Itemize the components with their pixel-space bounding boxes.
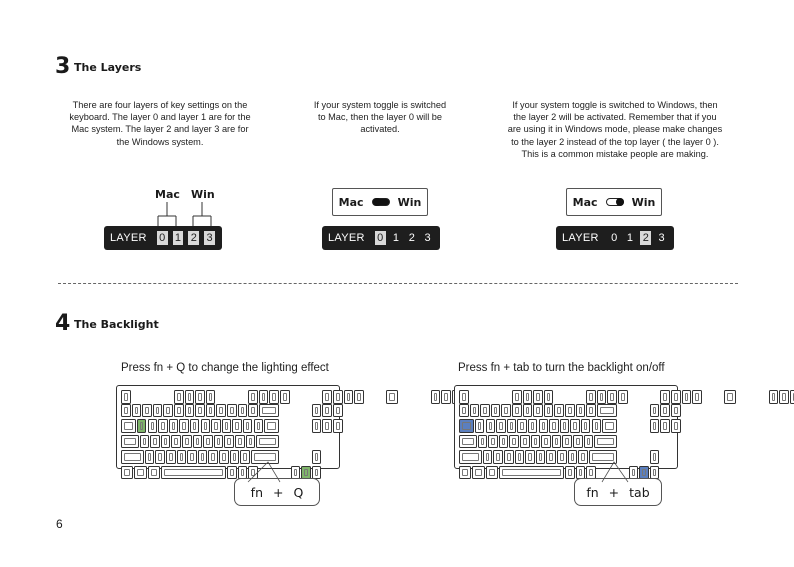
keycap [177,450,187,464]
keycap [496,419,506,433]
keycap [650,419,660,433]
combo-plus: + [608,484,620,500]
keycap [182,435,192,449]
text-line: are using it in Windows mode, please make changes [507,124,723,135]
keycap [509,435,519,449]
keycap [504,450,514,464]
keycap [531,435,541,449]
keycap [322,404,332,418]
keycap [499,435,509,449]
keycap [546,450,556,464]
keycap [539,419,549,433]
page-number: 6 [56,517,63,531]
keycap [174,404,184,418]
keycap [333,404,343,418]
keycap [185,390,195,404]
keycap [512,404,522,418]
keycap [493,450,503,464]
keycap [163,404,173,418]
combo-plus: + [273,484,284,500]
keycap [660,419,670,433]
keycap [322,390,332,404]
keycap [301,466,311,480]
key-combo-fn-q [234,478,320,506]
keycap [517,419,527,433]
keycap [155,450,165,464]
keycap [142,404,152,418]
keycap [259,404,279,418]
keycap [578,450,588,464]
keycap [501,404,511,418]
keycap [480,404,490,418]
paragraph-mac-toggle [290,99,470,136]
keycap [269,390,279,404]
keycap [544,404,554,418]
layer-digit: 2 [408,232,415,244]
keycap [671,404,681,418]
keycap [562,435,572,449]
keycap [248,404,258,418]
keycap [576,404,586,418]
keycap [607,390,617,404]
keycap [148,466,160,480]
keycap [137,419,147,433]
keycap [264,419,279,433]
keycap [158,419,168,433]
keycap [682,390,692,404]
keycap [692,390,702,404]
keycap [148,419,158,433]
text-line: There are four layers of key settings on the [72,100,248,110]
keycap [472,466,484,480]
layer-digit: 3 [658,232,665,244]
keycap [525,450,535,464]
keycap [541,435,551,449]
keycap [134,466,146,480]
keycap [312,450,322,464]
keycap [179,419,189,433]
keycap [121,419,136,433]
keycap [660,390,670,404]
keycap [185,404,195,418]
keycap [312,419,322,433]
keycap [520,435,530,449]
layer-digit: 2 [640,231,651,245]
keycap [560,419,570,433]
keycap [195,390,205,404]
keycap [533,404,543,418]
keycap [322,419,332,433]
layer-digit: 1 [173,231,184,245]
layer-digit: 0 [375,231,386,245]
keyboard-diagram-left [116,385,340,469]
keycap [354,390,364,404]
keycap [565,404,575,418]
keycap [552,435,562,449]
keycap [597,390,607,404]
keycap [441,390,451,404]
layer-bar-mac [322,226,440,250]
keycap [140,435,150,449]
keycap [483,450,493,464]
keycap [459,435,477,449]
keycap [790,390,794,404]
keycap [256,435,279,449]
keycap [431,390,441,404]
keycap [459,466,471,480]
keycap [150,435,160,449]
keycap [769,390,779,404]
text-line: activated. [360,124,400,135]
keycap [515,450,525,464]
keycap [312,466,322,480]
keycap [248,390,258,404]
paragraph-win-toggle [495,99,735,160]
keycap [201,419,211,433]
keycap [193,435,203,449]
keycap [208,450,218,464]
text-line: keyboard. The layer 0 and layer 1 are for the [69,112,251,123]
layer-digit: 0 [157,231,168,245]
keycap [243,419,253,433]
keycap [594,435,617,449]
keycap [724,390,736,404]
keycap [174,390,184,404]
keycap [528,419,538,433]
combo-key-tab: tab [629,484,650,500]
keycap [486,466,498,480]
text-line: Mac system. The layer 2 and layer 3 are for [71,124,249,135]
text-line: If your system toggle is switched [313,100,447,110]
keycap [512,390,522,404]
keycap [280,390,290,404]
keycap [544,390,554,404]
keycap [584,435,594,449]
keycap [459,404,469,418]
keycap [344,390,354,404]
keycap [121,404,131,418]
keycap [523,390,533,404]
keycap [475,419,485,433]
keycap [246,435,256,449]
keycap [586,390,596,404]
keycap [488,435,498,449]
keycap [216,404,226,418]
keycap [195,404,205,418]
keycap [166,450,176,464]
layer-bar-all [104,226,222,250]
keycap [459,419,474,433]
layer-digit: 3 [424,232,431,244]
combo-key-fn: fn [250,484,263,500]
keycap [491,404,501,418]
text-line: This is a common mistake people are making. [521,148,709,159]
text-line: to the layer 2 instead of the top layer ( the layer 0 ). [511,136,719,147]
keycap [187,450,197,464]
text-line: If your system toggle is switched to Windows, then [512,100,718,110]
keyboard-diagram-right [454,385,678,469]
layer-word: LAYER [328,232,365,244]
keycap [206,390,216,404]
toggle-switch-icon [372,198,390,206]
keycap [671,419,681,433]
keycap [660,404,670,418]
keycap [227,404,237,418]
keycap [121,435,139,449]
keycap [671,390,681,404]
keycap [259,390,269,404]
keycap [618,390,628,404]
combo-key-fn: fn [586,484,599,500]
keycap [333,390,343,404]
layer-digit: 1 [392,232,400,244]
keycap [779,390,789,404]
section-number: 4 [55,311,71,336]
keycap [161,435,171,449]
keycap [171,435,181,449]
keycap [576,466,586,480]
keycap [198,450,208,464]
keycap [230,450,240,464]
keycap [602,419,617,433]
key-combo-fn-tab [574,478,662,506]
keycap [312,404,322,418]
keycap [145,450,155,464]
keycap [190,419,200,433]
text-line: to Mac, then the layer 0 will be [317,112,443,123]
section-number: 3 [55,54,71,79]
toggle-switch-icon [606,198,624,206]
toggle-win-label: Win [631,195,656,209]
text-line: the layer 2 will be activated. Remember that if you [513,112,717,123]
caption-lighting-effect: Press fn + Q to change the lighting effect [121,362,329,374]
keycap [523,404,533,418]
keycap [224,435,234,449]
keycap [254,419,264,433]
keycap [121,466,133,480]
layer-word: LAYER [562,232,599,244]
keycap [222,419,232,433]
keycap [565,466,575,480]
keycap [592,419,602,433]
toggle-win-label: Win [397,195,422,209]
toggle-mac-label: Mac [338,195,364,209]
keycap [557,450,567,464]
keycap [549,419,559,433]
paragraph-layers-intro [55,99,265,148]
system-toggle-mac [332,188,428,216]
combo-key-q: Q [293,484,304,500]
keycap [333,419,343,433]
keycap [586,404,596,418]
keycap [554,404,564,418]
keycap [478,435,488,449]
layer-digit: 2 [188,231,199,245]
keycap [169,419,179,433]
mac-label: Mac [155,188,180,201]
layer-bar-win [556,226,674,250]
keycap [386,390,398,404]
keycap [581,419,591,433]
keycap [238,404,248,418]
keycap [499,466,564,480]
keycap [161,466,226,480]
keycap [132,404,142,418]
keycap [153,404,163,418]
keycap [219,450,229,464]
keycap [459,390,469,404]
keycap [121,390,131,404]
win-label: Win [191,188,215,201]
keycap [211,419,221,433]
text-line: the Windows system. [116,136,204,147]
keycap [573,435,583,449]
caption-backlight-toggle: Press fn + tab to turn the backlight on/off [458,362,665,374]
keycap [536,450,546,464]
keycap [650,404,660,418]
keycap [507,419,517,433]
layer-digit: 0 [611,232,618,244]
layer-digit: 1 [626,232,634,244]
keycap [214,435,224,449]
keycap [227,466,237,480]
section-title: The Backlight [74,318,159,331]
keycap [206,404,216,418]
keycap [568,450,578,464]
keycap [121,450,144,464]
section-title: The Layers [74,61,142,74]
section-divider [58,283,738,284]
keycap [597,404,617,418]
keycap [232,419,242,433]
keycap [203,435,213,449]
keycap [486,419,496,433]
keycap [470,404,480,418]
keycap [533,390,543,404]
toggle-mac-label: Mac [572,195,598,209]
keycap [459,450,482,464]
keycap [235,435,245,449]
system-toggle-win [566,188,662,216]
layer-word: LAYER [110,232,147,244]
layer-digit: 3 [204,231,215,245]
keycap [570,419,580,433]
